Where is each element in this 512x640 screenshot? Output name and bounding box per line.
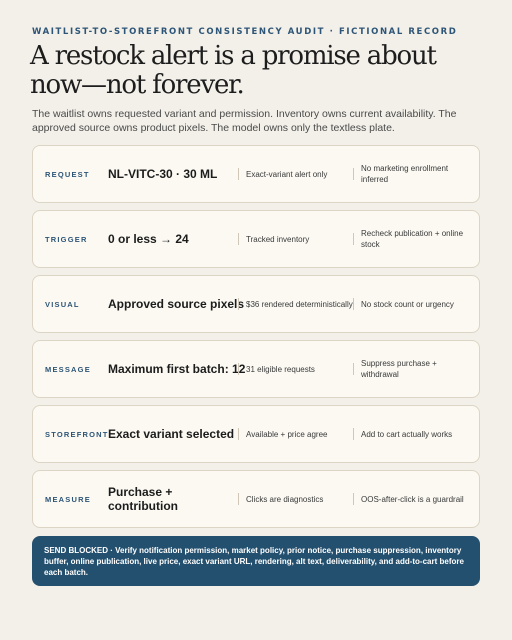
row-visual xyxy=(32,275,480,333)
row-note: Recheck publication + online stock xyxy=(353,211,473,267)
row-detail: 31 eligible requests xyxy=(238,341,353,397)
row-value: 0 or less → 24 xyxy=(108,232,189,246)
row-detail: Available + price agree xyxy=(238,406,353,462)
row-trigger xyxy=(32,210,480,268)
row-key: VISUAL xyxy=(45,299,80,309)
row-measure xyxy=(32,470,480,528)
lede-paragraph: The waitlist owns requested variant and permission. Inventory owns current availability. The approved source owns product pixels. The model owns only the textless plate. xyxy=(32,108,457,134)
page-title: A restock alert is a promise about now—not forever. xyxy=(30,41,436,100)
row-value: Maximum first batch: 12 xyxy=(108,362,246,376)
row-value: Purchase + contribution xyxy=(108,485,178,513)
row-value: Exact variant selected xyxy=(108,427,235,441)
row-key: REQUEST xyxy=(45,169,90,179)
row-detail: $36 rendered deterministically xyxy=(238,276,353,332)
send-blocked-banner: SEND BLOCKED · Verify notification permission, market policy, prior notice, purchase suppression, inventory buffer, online publication, live price, exact variant URL, rendering, alt text, deliverability, and add-to-cart before each batch. xyxy=(32,536,480,586)
row-detail: Tracked inventory xyxy=(238,211,353,267)
row-message xyxy=(32,340,480,398)
row-note: No marketing enrollment inferred xyxy=(353,146,473,202)
row-note: OOS-after-click is a guardrail xyxy=(353,471,473,527)
row-key: MESSAGE xyxy=(45,364,91,374)
row-note: Add to cart actually works xyxy=(353,406,473,462)
row-note: No stock count or urgency xyxy=(353,276,473,332)
row-detail: Clicks are diagnostics xyxy=(238,471,353,527)
row-detail: Exact-variant alert only xyxy=(238,146,353,202)
eyebrow: WAITLIST-TO-STOREFRONT CONSISTENCY AUDIT · FICTIONAL RECORD xyxy=(32,27,458,37)
row-key: MEASURE xyxy=(45,494,91,504)
row-note: Suppress purchase + withdrawal xyxy=(353,341,473,397)
row-value: NL-VITC-30 · 30 ML xyxy=(108,167,218,181)
row-value: Approved source pixels xyxy=(108,297,245,311)
row-key: STOREFRONT xyxy=(45,429,109,439)
row-storefront xyxy=(32,405,480,463)
row-key: TRIGGER xyxy=(45,234,88,244)
row-request xyxy=(32,145,480,203)
audit-rows xyxy=(32,145,480,535)
